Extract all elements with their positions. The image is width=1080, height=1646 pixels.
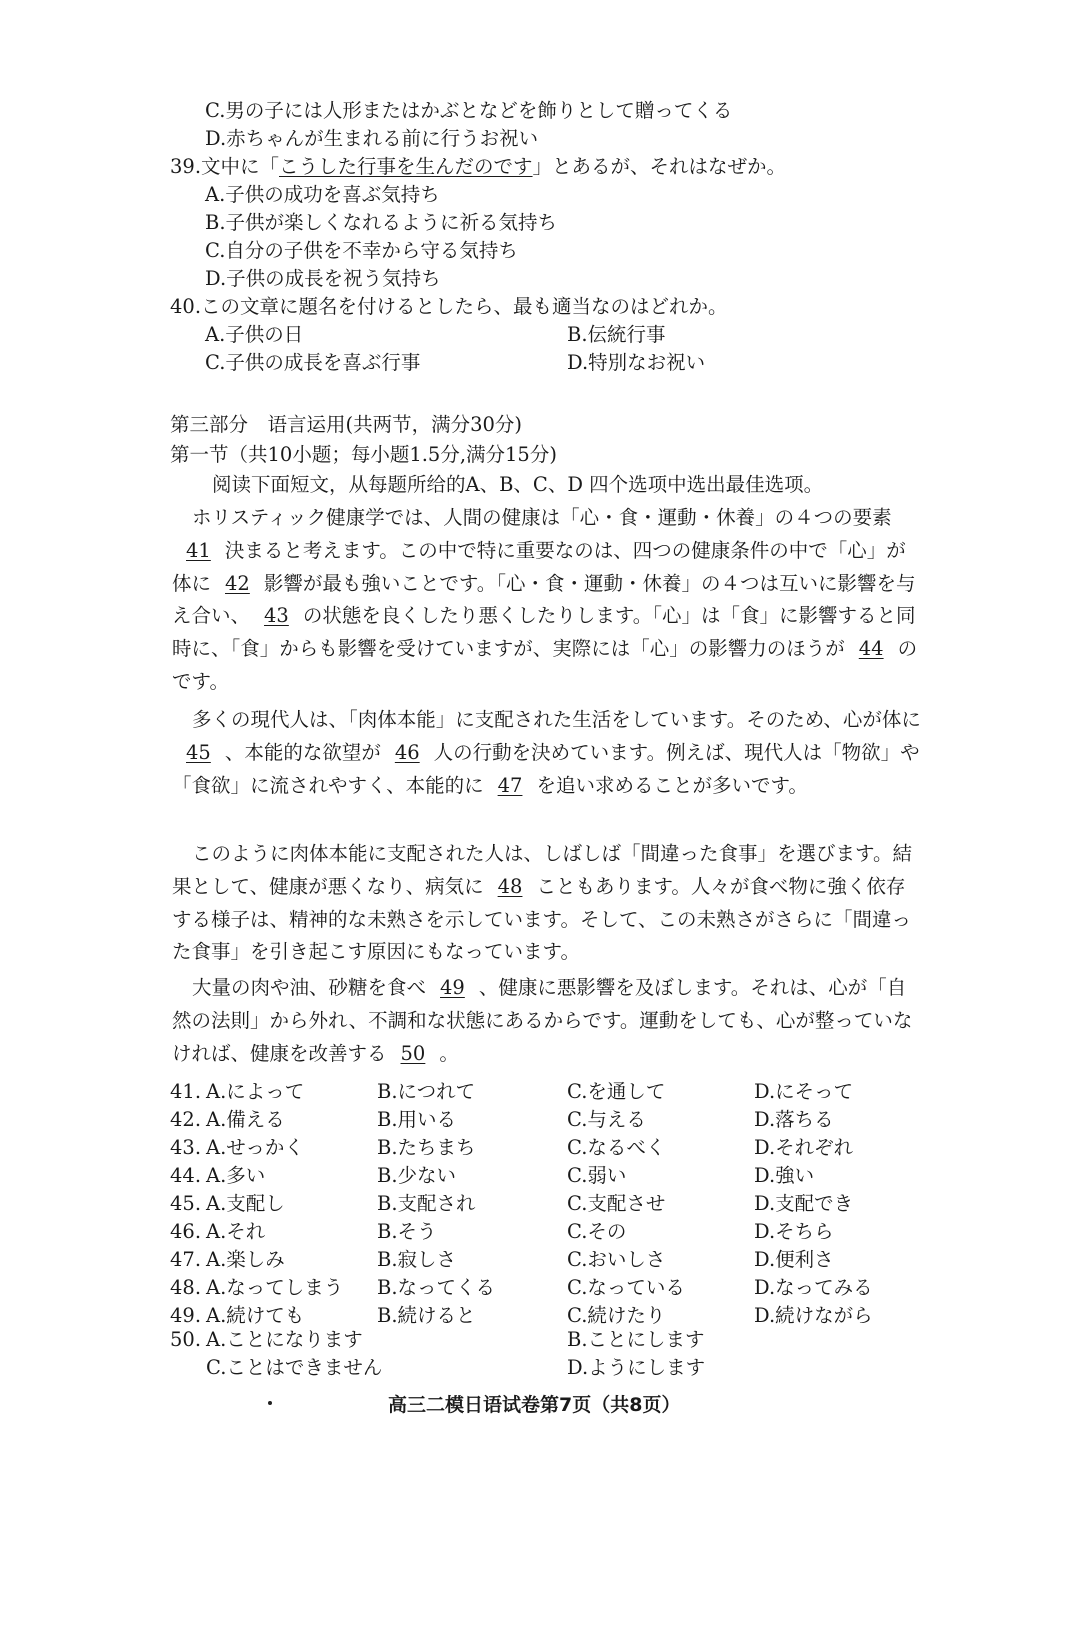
question-number: 50.	[170, 1328, 202, 1351]
option-a: A.なってしまう	[206, 1276, 344, 1299]
q39-option-a: A.子供の成功を喜ぶ気持ち	[205, 183, 440, 206]
option-b: B.ことにします	[567, 1328, 705, 1351]
passage-text: 、健康に悪影響を及ぼします。それは、心が「自然の法則」から外れ、不調和な状態にあるからです。運動をしても、心が整っていなければ、健康を改善する	[172, 976, 913, 1065]
option-c: C.なるべく	[567, 1136, 666, 1159]
passage-text: こともあります。人々が食べ物に強く依存する様子は、精神的な未熟さを示しています。そして、この未熟さがさらに「間違った食事」を引き起こす原因にもなっています。	[172, 874, 912, 964]
option-b: B.そう	[377, 1220, 437, 1243]
option-c: C.おいしさ	[567, 1248, 666, 1271]
option-a: A.備える	[206, 1108, 285, 1131]
option-row-44	[170, 1162, 930, 1190]
option-a: A.楽しみ	[206, 1248, 285, 1271]
option-a: A.支配し	[206, 1192, 285, 1215]
passage-text: ホリスティック健康学では、人間の健康は「心・食・運動・休養」の４つの要素	[192, 506, 892, 529]
option-d: D.支配でき	[754, 1192, 854, 1215]
passage-paragraph-1	[172, 502, 924, 699]
option-d: D.それぞれ	[754, 1136, 854, 1159]
option-c: C.続けたり	[567, 1304, 666, 1327]
blank-46: 46	[394, 740, 420, 764]
option-row-48	[170, 1274, 930, 1302]
option-c: C.を通して	[567, 1080, 666, 1103]
option-a: A.せっかく	[206, 1136, 304, 1159]
q39-suffix: 」とあるが、それはなぜか。	[532, 155, 787, 178]
blank-42: 42	[225, 571, 250, 595]
question-number: 44.	[170, 1164, 202, 1187]
question-number: 47.	[170, 1248, 202, 1271]
option-row-45	[170, 1190, 930, 1218]
passage-text: 影響が最も強いことです。「心・食・運動・休養」の４つは互いに影響を与え合い、	[172, 571, 916, 628]
question-number: 48.	[170, 1276, 202, 1299]
option-a: A.それ	[206, 1220, 266, 1243]
option-b: B.少ない	[377, 1164, 457, 1187]
q40-option-d: D.特別なお祝い	[567, 351, 706, 374]
option-b: B.たちまち	[377, 1136, 476, 1159]
option-row-42	[170, 1106, 930, 1134]
option-a: A.ことになります	[206, 1328, 363, 1351]
option-a: A.によって	[206, 1080, 305, 1103]
q40-option-b: B.伝統行事	[567, 323, 666, 346]
q39-option-b: B.子供が楽しくなれるように祈る気持ち	[205, 211, 558, 234]
passage-text: 。	[439, 1041, 459, 1065]
section-instruction: 阅读下面短文，从每题所给的A、B、C、D 四个选项中选出最佳选项。	[212, 473, 824, 496]
passage-text: の状態を良くしたり悪くしたりします。「心」は「食」に影響すると同時に、「食」からも影響を受けていますが、実際には「心」の影響力のほうが	[172, 604, 916, 661]
option-row-41	[170, 1078, 930, 1106]
option-d: D.強い	[754, 1164, 815, 1187]
passage-paragraph-4	[172, 972, 924, 1070]
question-number: 45.	[170, 1192, 202, 1215]
question-number: 42.	[170, 1108, 202, 1131]
option-row-47	[170, 1246, 930, 1274]
passage-text: のです。	[172, 637, 918, 693]
blank-47: 47	[497, 773, 523, 797]
passage-text: 人の行動を決めています。例えば、現代人は「物欲」や「食欲」に流されやすく、本能的に	[172, 740, 920, 797]
option-b: B.続けると	[377, 1304, 476, 1327]
passage-text: を追い求めることが多いです。	[536, 773, 808, 797]
question-number: 43.	[170, 1136, 202, 1159]
option-row-50-second	[170, 1354, 930, 1382]
option-c: C.なっている	[567, 1276, 685, 1299]
blank-48: 48	[497, 874, 523, 898]
section-sub-heading: 第一节（共10小题；每小题1.5分,满分15分)	[170, 443, 557, 466]
question-number: 41.	[170, 1080, 202, 1103]
q39-option-d: D.子供の成長を祝う気持ち	[205, 267, 441, 290]
question-number: 49.	[170, 1304, 202, 1327]
q38-option-c: C.男の子には人形またはかぶとなどを飾りとして贈ってくる	[205, 99, 733, 122]
option-b: B.につれて	[377, 1080, 476, 1103]
option-b: B.用いる	[377, 1108, 457, 1131]
section-part-heading: 第三部分 语言运用(共两节，满分30分)	[170, 413, 523, 436]
blank-49: 49	[440, 976, 465, 999]
passage-paragraph-2	[172, 704, 924, 802]
option-d: D.にそって	[754, 1080, 854, 1103]
blank-44: 44	[858, 637, 884, 661]
option-d: D.便利さ	[754, 1248, 834, 1271]
page-footer: 高三二模日语试卷第7页（共8页）	[388, 1394, 681, 1416]
option-a: A.続けても	[206, 1304, 305, 1327]
option-d: D.ようにします	[567, 1356, 706, 1379]
blank-50: 50	[400, 1041, 426, 1065]
option-d: D.なってみる	[754, 1276, 873, 1299]
option-d: D.落ちる	[754, 1108, 834, 1131]
option-d: D.そちら	[754, 1220, 834, 1243]
q39-prefix: 39.文中に「	[170, 155, 280, 178]
option-row-43	[170, 1134, 930, 1162]
option-row-46	[170, 1218, 930, 1246]
passage-text: このように肉体本能に支配された人は、しばしば「間違った食事」を選びます。結果として、健康が悪くなり、病気に	[172, 842, 912, 898]
question-number: 46.	[170, 1220, 202, 1243]
option-b: B.寂しさ	[377, 1248, 457, 1271]
passage-text: 、本能的な欲望が	[224, 740, 381, 764]
passage-text: 決まると考えます。この中で特に重要なのは、四つの健康条件の中で「心」が体に	[172, 538, 906, 595]
q39-option-c: C.自分の子供を不幸から守る気持ち	[205, 239, 518, 262]
q40-option-c: C.子供の成長を喜ぶ行事	[205, 351, 421, 374]
q39-quote: こうした行事を生んだのです	[279, 155, 533, 178]
blank-41: 41	[186, 538, 211, 562]
option-d: D.続けながら	[754, 1304, 873, 1327]
option-c: C.支配させ	[567, 1192, 666, 1215]
q38-option-d: D.赤ちゃんが生まれる前に行うお祝い	[205, 127, 539, 150]
passage-paragraph-3	[172, 838, 924, 969]
print-speck	[268, 1401, 272, 1405]
option-a: A.多い	[206, 1164, 266, 1187]
blank-43: 43	[264, 604, 289, 628]
q39-stem	[170, 154, 786, 180]
option-b: B.なってくる	[377, 1276, 496, 1299]
blank-45: 45	[186, 740, 211, 764]
option-c: C.弱い	[567, 1164, 627, 1187]
option-c: C.ことはできません	[206, 1356, 383, 1379]
q40-stem: 40.この文章に題名を付けるとしたら、最も適当なのはどれか。	[170, 295, 728, 318]
passage-text: 大量の肉や油、砂糖を食べ	[192, 976, 427, 999]
option-b: B.支配され	[377, 1192, 476, 1215]
option-c: C.与える	[567, 1108, 646, 1131]
option-row-50	[170, 1326, 930, 1354]
q40-option-a: A.子供の日	[205, 323, 304, 346]
passage-text: 多くの現代人は、「肉体本能」に支配された生活をしています。そのため、心が体に	[192, 708, 921, 731]
option-c: C.その	[567, 1220, 627, 1243]
